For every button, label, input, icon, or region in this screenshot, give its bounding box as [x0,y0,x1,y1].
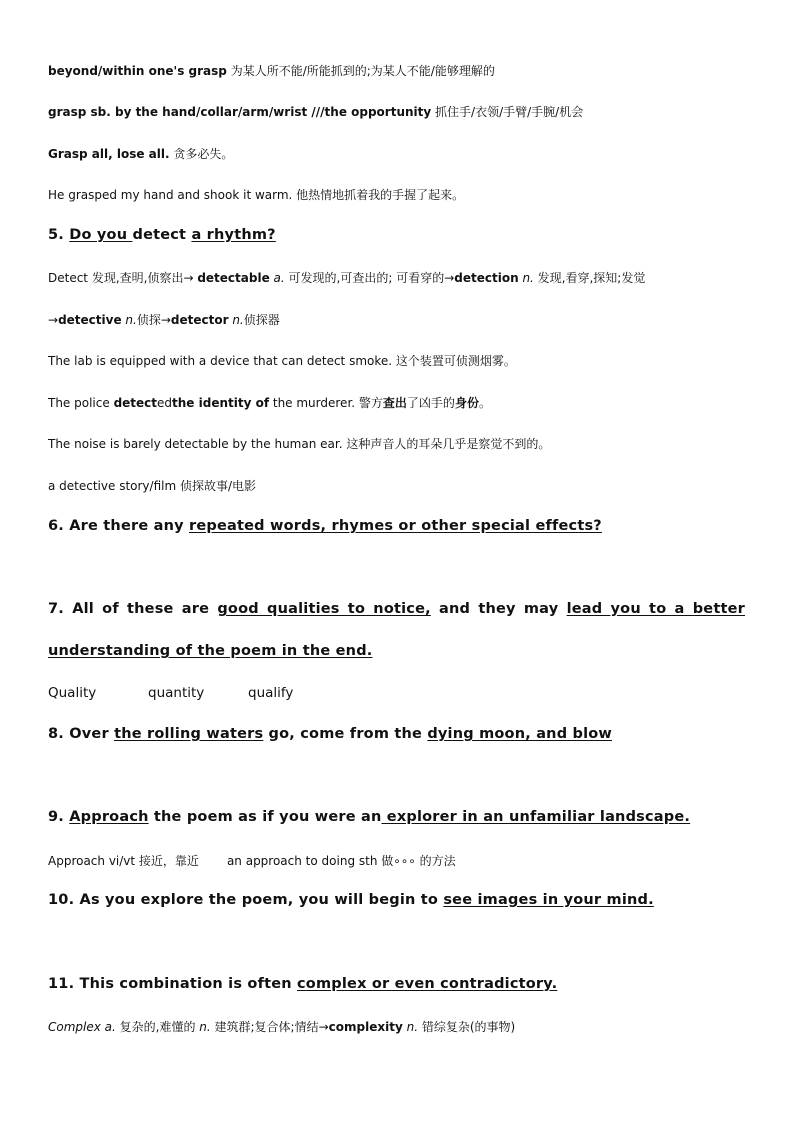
vocab-detect: Detect 发现,查明,侦察出→ detectable a. 可发现的,可查出的; 可看穿的→detection n. 发现,看穿,探知;发觉 [48,271,646,285]
question-6: 6. Are there any repeated words, rhymes or other special effects? [48,518,602,534]
note-line-1 [48,62,495,79]
underlined-text: repeated words, rhymes or other special effects? [189,518,602,534]
question-9: 9. Approach the poem as if you were an explorer in an unfamiliar landscape. [48,809,691,825]
note-line-3 [48,145,233,162]
phrase: beyond/within one's grasp [48,64,227,78]
underlined-text: Do you [69,227,133,243]
translation: 为某人所不能/所能抓到的;为某人不能/能够理解的 [226,64,495,78]
question-7: 7. All of these are good qualities to notice, and they may lead you to a better [48,601,745,617]
translation: 抓住手/衣领/手臂/手腕/机会 [431,105,584,119]
underlined-text: explorer in an unfamiliar landscape. [381,809,691,825]
note-line-2 [48,103,583,120]
question-5: 5. Do you detect a rhythm? [48,227,276,243]
underlined-text: complex or even contradictory. [297,976,558,992]
underlined-text: dying moon, and blow [427,726,613,742]
question-7-continued [48,643,373,659]
vocab-detective: →detective n.侦探→detector n.侦探器 [48,313,280,327]
question-11: 11. This combination is often complex or even contradictory. [48,976,558,992]
example-phrase: a detective story/film 侦探故事/电影 [48,479,257,493]
vocab-approach: Approach vi/vt 接近，靠近 an approach to doing sth 做∘∘∘ 的方法 [48,854,456,868]
question-10: 10. As you explore the poem, you will begin to see images in your mind. [48,892,654,908]
underlined-text: good qualities to notice, [217,601,431,617]
question-8: 8. Over the rolling waters go, come from the dying moon, and blow [48,726,613,742]
example-sentence: The lab is equipped with a device that can detect smoke. 这个装置可侦测烟雾。 [48,354,516,368]
underlined-text: Approach [69,809,149,825]
underlined-text: the rolling waters [114,726,264,742]
proverb: Grasp all, lose all. [48,147,170,161]
example-sentence: The noise is barely detectable by the human ear. 这种声音人的耳朵几乎是察觉不到的。 [48,437,551,451]
underlined-text: a rhythm? [191,227,276,243]
example-sentence: He grasped my hand and shook it warm. 他热情地抓着我的手握了起来。 [48,188,465,202]
word-family: Quality quantity qualify [48,685,294,701]
example-sentence: The police detectedthe identity of the murderer. 警方查出了凶手的身份。 [48,396,491,410]
translation: 贪多必失。 [169,147,234,161]
underlined-text: see images in your mind. [443,892,654,908]
underlined-text: lead you to a better [566,601,745,617]
vocab-complex: Complex a. 复杂的,难懂的 n. 建筑群;复合体;情结→complexity n. 错综复杂(的事物) [48,1020,516,1034]
underlined-text: understanding of the poem in the end. [48,643,373,659]
phrase: grasp sb. by the hand/collar/arm/wrist ///the opportunity [48,105,432,119]
